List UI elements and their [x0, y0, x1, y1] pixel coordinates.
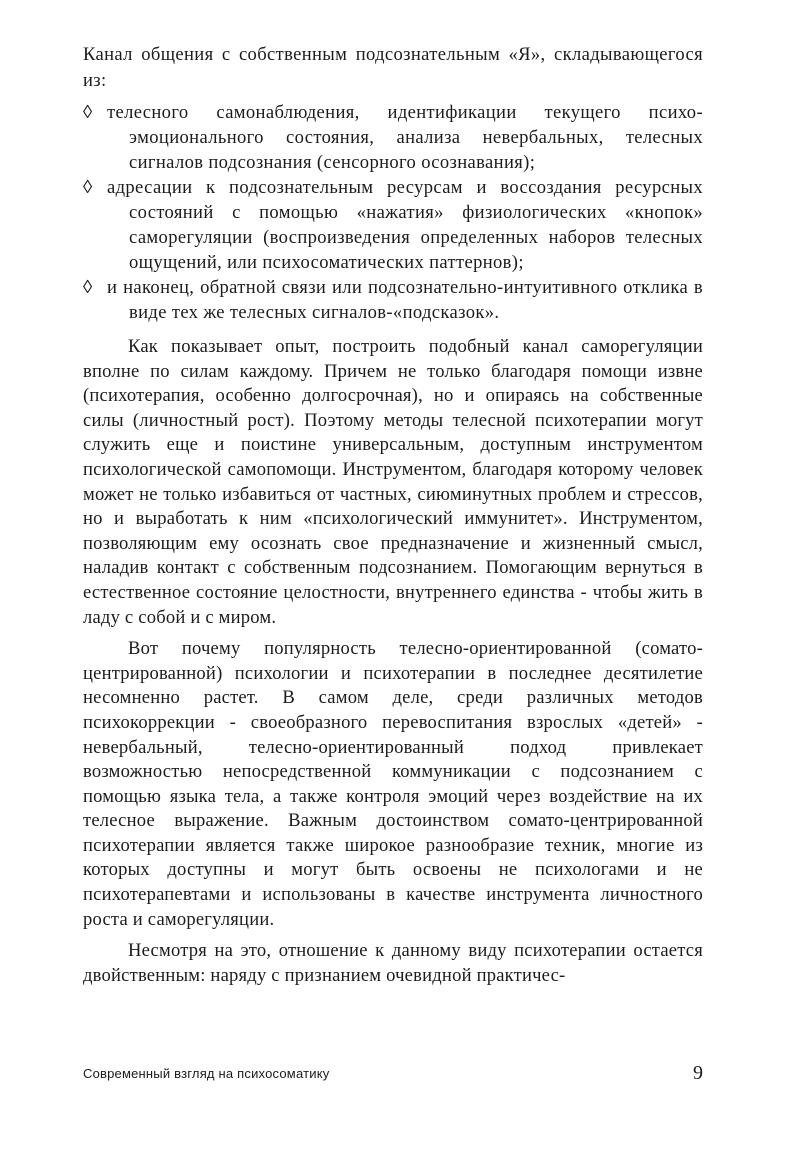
running-footer-title: Современный взгляд на психосоматику — [83, 1066, 330, 1081]
page-body — [83, 42, 703, 995]
bullet-list — [83, 100, 703, 325]
body-paragraph: Как показывает опыт, построить подобный канал саморегуляции вполне по силам каждому. Причем не только благодаря помощи извне (психотерапия, особенно долгосрочная), но и опираясь на собственные силы (личностный рост). Поэтому методы телесной психотерапии могут служить еще и поистине универсальным, доступным инструментом психологической самопомощи. Инструментом, благодаря которому человек может не только избавиться от частных, сиюминутных проблем и стрессов, но и выработать к ним «психологический иммунитет». Инструментом, позволяющим ему осознать свое предназначение и жизненный смысл, наладив контакт с собственным подсознанием. Помогающим вернуться в естественное состояние целостности, внутреннего единства - чтобы жить в ладу с собой и с миром. — [83, 336, 703, 628]
bullet-item — [83, 275, 703, 325]
bullet-text: и наконец, обратной связи или подсознательно-интуитивного отклика в виде тех же телесных сигналов-«подсказок». — [107, 277, 703, 323]
intro-paragraph: Канал общения с собственным подсознательным «Я», складывающегося из: — [83, 44, 703, 91]
bullet-item — [83, 175, 703, 275]
diamond-bullet-icon: ◊ — [83, 177, 93, 198]
bullet-text: телесного самонаблюдения, идентификации текущего психо-эмоционального состояния, анализа невербальных, телесных сигналов подсознания (сенсорного осознавания); — [107, 102, 703, 173]
diamond-bullet-icon: ◊ — [83, 102, 93, 123]
diamond-bullet-icon: ◊ — [83, 277, 93, 298]
page-footer — [83, 1062, 703, 1086]
bullet-text: адресации к подсознательным ресурсам и воссоздания ресурсных состояний с помощью «нажатия» физиологических «кнопок» саморегуляции (воспроизведения определенных наборов телесных ощущений, или психосоматических паттернов); — [107, 177, 703, 273]
body-paragraph: Несмотря на это, отношение к данному виду психотерапии остается двойственным: наряду с признанием очевидной практичес- — [83, 940, 703, 986]
page-number: 9 — [693, 1062, 703, 1084]
bullet-item — [83, 100, 703, 175]
body-paragraph: Вот почему популярность телесно-ориентированной (сомато-центрированной) психологии и психотерапии в последнее десятилетие несомненно растет. В самом деле, среди различных методов психокоррекции - своеобразного перевоспитания взрослых «детей» - невербальный, телесно-ориентированный подход привлекает возможностью непосредственной коммуникации с подсознанием с помощью языка тела, а также контроля эмоций через воздействие на их телесное выражение. Важным достоинством сомато-центрированной психотерапии является также широкое разнообразие техник, многие из которых доступны и могут быть освоены не психологами и не психотерапевтами и использованы в качестве инструмента личностного роста и саморегуляции. — [83, 638, 703, 930]
